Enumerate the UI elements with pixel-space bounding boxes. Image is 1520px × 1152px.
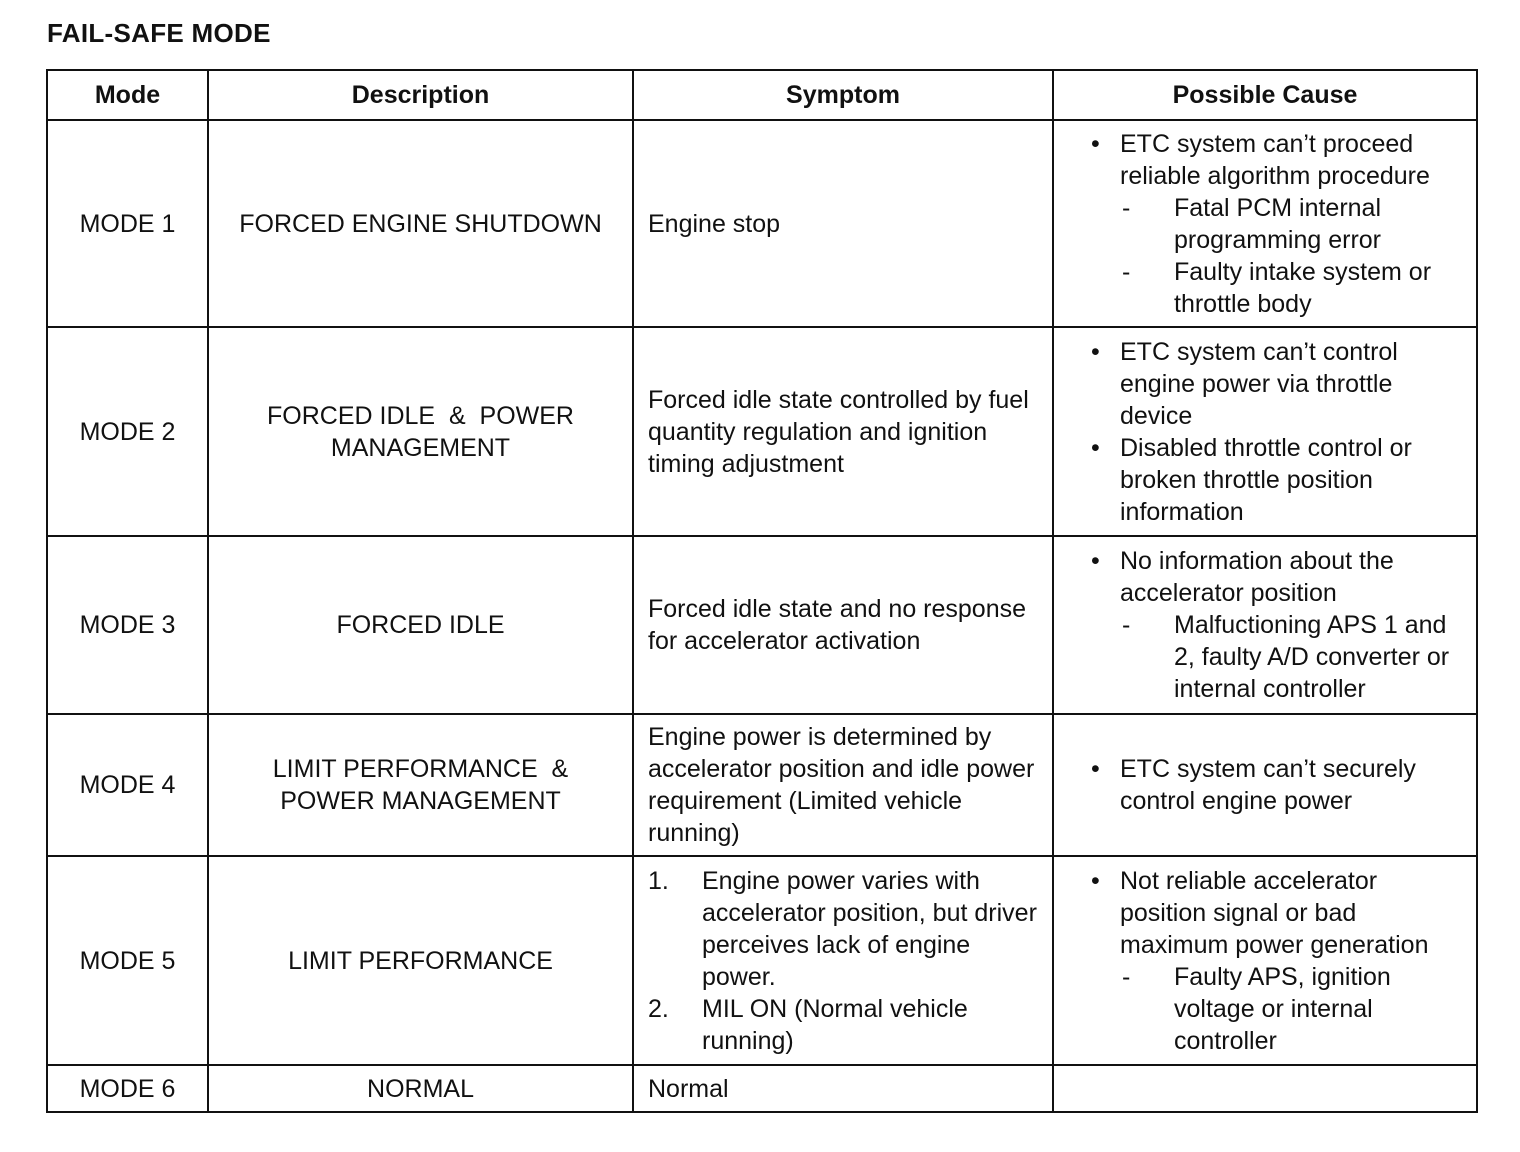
mode-cell: MODE 4 [47,714,208,856]
description-line: LIMIT PERFORMANCE [288,946,553,975]
symptom-cell: Engine stop [633,120,1053,327]
cause-text: ETC system can’t proceed reliable algorithm procedure [1120,129,1430,190]
table-row [47,714,1477,856]
cause-bullet: • Disabled throttle control or broken throttle position information [1088,432,1470,528]
symptom-text: Engine power varies with accelerator position, but driver perceives lack of engine power. [702,866,1037,991]
table-row [47,536,1477,714]
cause-bullet [1088,545,1470,705]
symptom-cell: Forced idle state and no response for accelerator activation [633,536,1053,714]
cause-cell [1053,327,1477,536]
cause-bullet: • ETC system can’t securely control engine power [1088,753,1470,817]
cause-bullet [1088,865,1470,1057]
cause-cell [1053,1065,1477,1112]
description-line: FORCED IDLE [336,611,505,639]
description-cell [208,856,633,1065]
description-cell [208,120,633,327]
table-row [47,1065,1477,1112]
description-cell [208,1065,633,1112]
description-cell [208,327,633,536]
fail-safe-table [46,69,1478,1113]
cause-bullet: • ETC system can’t control engine power via throttle device [1088,336,1470,432]
cause-cell [1053,856,1477,1065]
cause-sub-item: - Faulty APS, ignition voltage or internal controller [1120,961,1470,1057]
cause-text: No information about the accelerator position [1120,547,1394,607]
mode-cell: MODE 5 [47,856,208,1065]
cause-sub-item: - Faulty intake system or throttle body [1120,256,1470,320]
description-line: NORMAL [367,1074,474,1103]
header-mode: Mode [47,70,208,120]
cause-text: Not reliable accelerator position signal or bad maximum power generation [1120,866,1429,959]
page-title: FAIL-SAFE MODE [47,18,271,48]
mode-cell: MODE 2 [47,327,208,536]
description-line: LIMIT PERFORMANCE & [272,755,569,783]
header-row [47,70,1477,120]
header-symptom: Symptom [633,70,1053,120]
header-possible-cause: Possible Cause [1053,70,1477,120]
symptom-text: MIL ON (Normal vehicle running) [702,994,968,1055]
table-row [47,327,1477,536]
description-line: FORCED IDLE & POWER [267,401,574,430]
header-description: Description [208,70,633,120]
cause-sub-item: - Fatal PCM internal programming error [1120,192,1470,256]
description-line: MANAGEMENT [330,433,511,462]
description-cell [208,536,633,714]
symptom-cell [633,856,1053,1065]
description-line: POWER MANAGEMENT [280,787,561,815]
cause-cell [1053,536,1477,714]
description-cell [208,714,633,856]
symptom-cell: Engine power is determined by accelerator position and idle power requirement (Limited vehicle running) [633,714,1053,856]
list-number: 1. [648,866,669,895]
mode-cell: MODE 6 [47,1065,208,1112]
table-row [47,856,1477,1065]
mode-cell: MODE 3 [47,536,208,714]
cause-sub-item: - Malfuctioning APS 1 and 2, faulty A/D converter or internal controller [1120,609,1470,705]
symptom-cell: Normal [633,1065,1053,1112]
mode-cell: MODE 1 [47,120,208,327]
table-row [47,120,1477,327]
cause-cell [1053,120,1477,327]
symptom-list-item [648,993,1042,1057]
list-number: 2. [648,994,669,1023]
symptom-list-item [648,865,1042,993]
symptom-cell: Forced idle state controlled by fuel quantity regulation and ignition timing adjustment [633,327,1053,536]
cause-cell [1053,714,1477,856]
description-line: FORCED ENGINE SHUTDOWN [239,209,602,238]
cause-bullet [1088,128,1470,320]
